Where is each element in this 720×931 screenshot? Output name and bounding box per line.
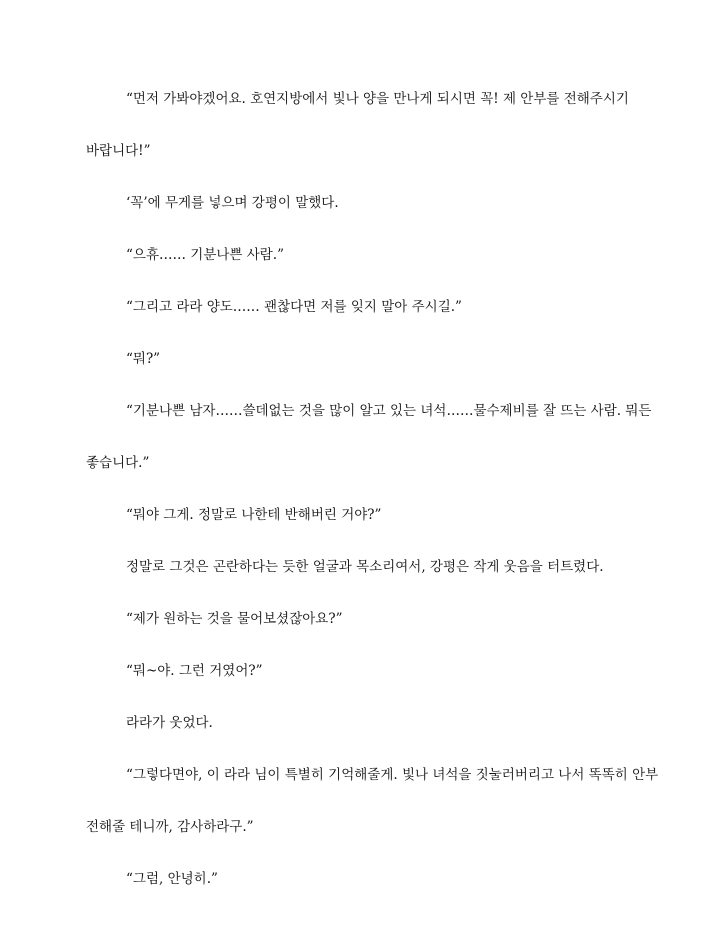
paragraph-6-line-1: “기분나쁜 남자……쓸데없는 것을 많이 알고 있는 녀석……물수제비를 잘 뜨는 사람. 뭐든 — [126, 403, 652, 419]
paragraph-8: 정말로 그것은 곤란하다는 듯한 얼굴과 목소리여서, 강평은 작게 웃음을 터트렸다. — [126, 559, 604, 575]
paragraph-13: “그럼, 안녕히.” — [126, 871, 218, 887]
paragraph-5: “뭐?” — [126, 351, 161, 367]
paragraph-10: “뭐~야. 그런 거였어?” — [126, 663, 263, 679]
paragraph-12-line-2: 전해줄 테니까, 감사하라구.” — [86, 819, 254, 835]
paragraph-3: “으휴…… 기분나쁜 사람.” — [126, 247, 285, 263]
paragraph-1-line-1: “먼저 가봐야겠어요. 호연지방에서 빛나 양을 만나게 되시면 꼭! 제 안부를 전해주시기 — [126, 91, 629, 107]
paragraph-9: “제가 원하는 것을 물어보셨잖아요?” — [126, 611, 343, 627]
paragraph-2: ‘꼭’에 무게를 넣으며 강평이 말했다. — [126, 195, 339, 211]
paragraph-12-line-1: “그렇다면야, 이 라라 님이 특별히 기억해줄게. 빛나 녀석을 짓눌러버리고 나서 똑똑히 안부 — [126, 767, 659, 783]
paragraph-1-line-2: 바랍니다!” — [86, 143, 151, 159]
body-text — [86, 86, 659, 918]
paragraph-6-line-2: 좋습니다.” — [86, 455, 150, 471]
paragraph-4: “그리고 라라 양도…… 괜찮다면 저를 잊지 말아 주시길.” — [126, 299, 462, 315]
paragraph-11: 라라가 웃었다. — [126, 715, 213, 731]
paragraph-7: “뭐야 그게. 정말로 나한테 반해버린 거야?” — [126, 507, 382, 523]
